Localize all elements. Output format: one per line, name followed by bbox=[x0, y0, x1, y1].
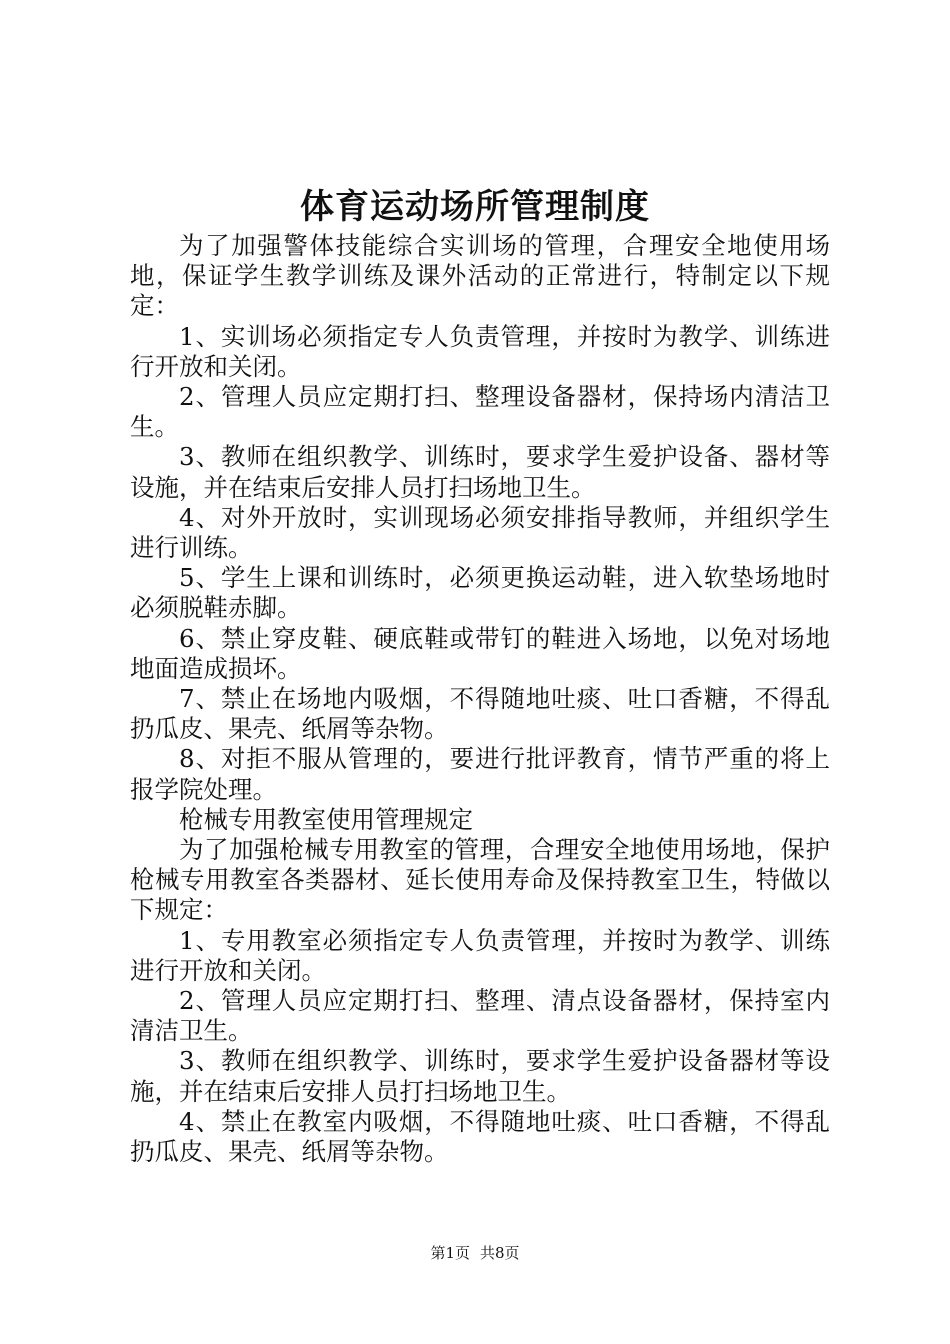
intro-paragraph: 为了加强警体技能综合实训场的管理，合理安全地使用场地，保证学生教学训练及课外活动的正常进行，特制定以下规定： bbox=[130, 231, 830, 321]
rule-5: 5、学生上课和训练时，必须更换运动鞋，进入软垫场地时必须脱鞋赤脚。 bbox=[130, 563, 830, 623]
section-rule-3: 3、教师在组织教学、训练时，要求学生爱护设备器材等设施，并在结束后安排人员打扫场地卫生。 bbox=[130, 1046, 830, 1106]
page-total: 共8页 bbox=[480, 1244, 520, 1262]
rule-4: 4、对外开放时，实训现场必须安排指导教师，并组织学生进行训练。 bbox=[130, 502, 830, 563]
section-rule-1: 1、专用教室必须指定专人负责管理，并按时为教学、训练进行开放和关闭。 bbox=[130, 925, 830, 985]
page-number: 第1页 bbox=[430, 1244, 470, 1262]
section-intro-paragraph: 为了加强枪械专用教室的管理，合理安全地使用场地，保护枪械专用教室各类器材、延长使用寿命及保持教室卫生，特做以下规定： bbox=[130, 835, 830, 925]
rule-7: 7、禁止在场地内吸烟，不得随地吐痰、吐口香糖，不得乱扔瓜皮、果壳、纸屑等杂物。 bbox=[130, 684, 830, 744]
section-rule-4: 4、禁止在教室内吸烟，不得随地吐痰、吐口香糖，不得乱扔瓜皮、果壳、纸屑等杂物。 bbox=[130, 1106, 830, 1167]
section-rule-2: 2、管理人员应定期打扫、整理、清点设备器材，保持室内清洁卫生。 bbox=[130, 986, 830, 1046]
page-title: 体育运动场所管理制度 bbox=[300, 187, 650, 227]
page-footer bbox=[0, 1242, 950, 1264]
rule-3: 3、教师在组织教学、训练时，要求学生爱护设备、器材等设施，并在结束后安排人员打扫场地卫生。 bbox=[130, 442, 830, 502]
document-body bbox=[130, 231, 830, 1167]
rule-1: 1、实训场必须指定专人负责管理，并按时为教学、训练进行开放和关闭。 bbox=[130, 321, 830, 381]
section-heading: 枪械专用教室使用管理规定 bbox=[179, 804, 473, 834]
rule-2: 2、管理人员应定期打扫、整理设备器材，保持场内清洁卫生。 bbox=[130, 382, 830, 442]
rule-8: 8、对拒不服从管理的，要进行批评教育，情节严重的将上报学院处理。 bbox=[130, 744, 830, 804]
rule-6: 6、禁止穿皮鞋、硬底鞋或带钉的鞋进入场地，以免对场地地面造成损坏。 bbox=[130, 623, 830, 683]
